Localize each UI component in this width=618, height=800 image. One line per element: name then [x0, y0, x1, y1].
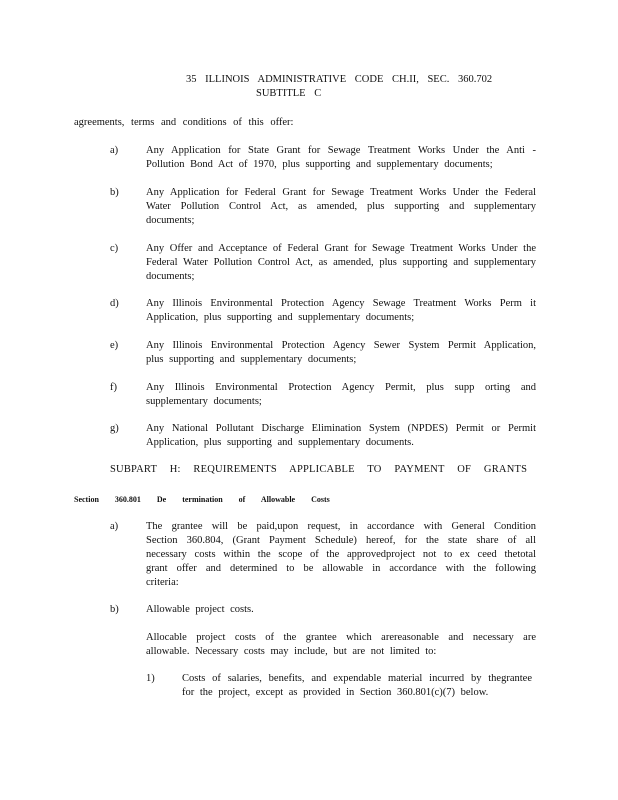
section-item-label-b: b) — [110, 604, 119, 615]
subpart-heading: SUBPART H: REQUIREMENTS APPLICABLE TO PAYMENT OF GRANTS — [110, 464, 528, 475]
item-text-g: Any National Pollutant Discharge Elimination System (NPDES) Permit or Permit Application, plus supporting and supplementary documents. — [146, 423, 536, 448]
item-text-a: Any Application for State Grant for Sewage Treatment Works Under the Anti - Pollution Bond Act of 1970, plus supporting and supplementary documents; — [146, 145, 536, 170]
item-label-a: a) — [110, 145, 119, 156]
paragraph-allocable-costs: Allocable project costs of the grantee which arereasonable and necessary are allowable. Necessary costs may include, but are not limited to: — [146, 632, 536, 657]
sub-item-label: 1) — [146, 673, 155, 684]
sub-item-text: Costs of salaries, benefits, and expendable material incurred by thegrantee for the project, except as provided in Section 360.801(c)(7) below. — [182, 673, 532, 698]
item-text-b: Any Application for Federal Grant for Sewage Treatment Works Under the Federal Water Pollution Control Act, as amended, plus supporting and supplementary documents; — [146, 187, 536, 226]
item-label-f: f) — [110, 382, 117, 393]
section-item-text-a: The grantee will be paid,upon request, in accordance with General Condition Section 360.804, (Grant Payment Schedule) hereof, for the state share of all necessary costs within the scope of the approvedproject not to ex ceed thetotal grant offer and determined to be allowable in accordance with the following criteria: — [146, 521, 536, 588]
header-code-line: 35 ILLINOIS ADMINISTRATIVE CODE CH.II, SEC. 360.702 — [186, 74, 493, 85]
intro-text: agreements, terms and conditions of this offer: — [74, 117, 294, 128]
section-item-label-a: a) — [110, 521, 119, 532]
section-item-text-b: Allowable project costs. — [146, 604, 254, 615]
header-subtitle-line: SUBTITLE C — [256, 88, 322, 99]
item-label-b: b) — [110, 187, 119, 198]
item-text-f: Any Illinois Environmental Protection Agency Permit, plus supp orting and supplementary documents; — [146, 382, 536, 407]
item-text-c: Any Offer and Acceptance of Federal Grant for Sewage Treatment Works Under the Federal Water Pollution Control Act, as amended, plus supporting and supplementary documents; — [146, 243, 536, 282]
item-label-d: d) — [110, 298, 119, 309]
item-text-e: Any Illinois Environmental Protection Agency Sewer System Permit Application, plus supporting and supplementary documents; — [146, 340, 536, 365]
item-label-e: e) — [110, 340, 119, 351]
section-heading: Section 360.801 De termination of Allowable Costs — [74, 495, 330, 504]
item-label-c: c) — [110, 243, 119, 254]
item-label-g: g) — [110, 423, 119, 434]
item-text-d: Any Illinois Environmental Protection Agency Sewage Treatment Works Perm it Application, plus supporting and supplementary documents; — [146, 298, 536, 323]
